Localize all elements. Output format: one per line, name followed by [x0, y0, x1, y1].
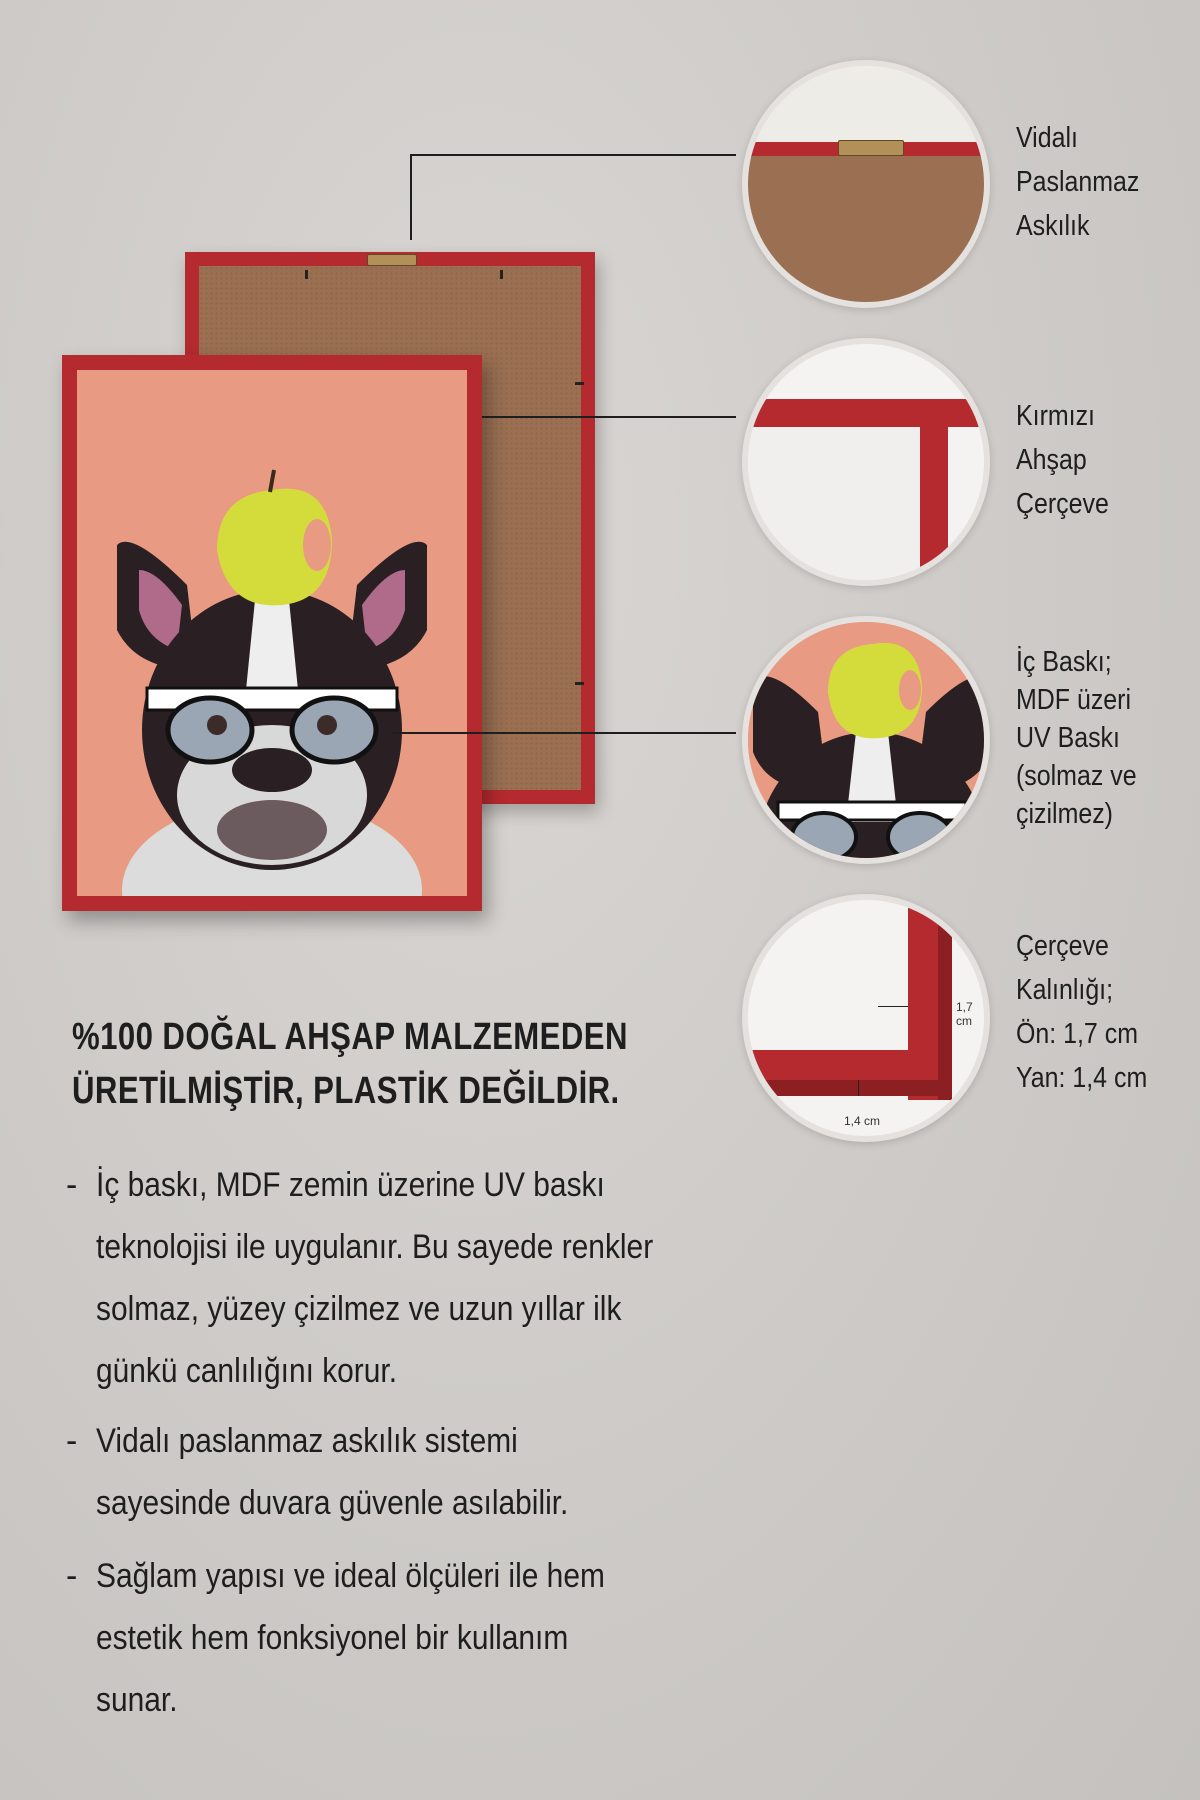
callout-line-print — [392, 732, 736, 734]
callout-label-hanger: Vidalı Paslanmaz Askılık — [1016, 122, 1140, 242]
frame-corner-circle — [742, 338, 990, 586]
front-thickness-measure: 1,7 cm — [956, 1000, 973, 1028]
dimension-line-front — [878, 1006, 908, 1007]
callout-label-frame: Kırmızı Ahşap Çerçeve — [1016, 400, 1109, 520]
bullet-text: İç baskı, MDF zemin üzerine UV baskı teknolojisi ile uygulanır. Bu sayede renkler solmaz, yüzey çizilmez ve uzun yıllar ilk günkü canlılığını korur. — [96, 1166, 654, 1390]
side-thickness-measure: 1,4 cm — [844, 1114, 881, 1128]
retaining-tab — [575, 382, 584, 385]
bullet-text: Sağlam yapısı ve ideal ölçüleri ile hem estetik hem fonksiyonel bir kullanım sunar. — [96, 1557, 605, 1719]
callout-line-frame — [482, 416, 736, 418]
bullet-marker: - — [66, 1557, 78, 1595]
bullet-marker: - — [66, 1422, 78, 1460]
bullet-marker: - — [66, 1166, 78, 1204]
bulldog-closeup — [748, 622, 990, 864]
thickness-detail-circle — [742, 894, 990, 1142]
callout-line-hanger — [410, 154, 412, 240]
retaining-tab — [305, 270, 308, 279]
hanger-icon — [838, 140, 904, 156]
retaining-tab — [575, 682, 584, 685]
frame-front-view — [62, 355, 482, 911]
print-detail-circle — [742, 616, 990, 864]
material-heading: %100 DOĞAL AHŞAP MALZEMEDEN ÜRETİLMİŞTİR, PLASTİK DEĞİLDİR. — [72, 1016, 628, 1112]
retaining-tab — [500, 270, 503, 279]
dog-artwork — [77, 370, 467, 896]
bulldog-illustration — [77, 370, 467, 896]
bullet-text: Vidalı paslanmaz askılık sistemi sayesinde duvara güvenle asılabilir. — [96, 1422, 569, 1522]
dimension-line-side — [858, 1080, 859, 1096]
sawtooth-hanger — [367, 254, 417, 266]
callout-line-hanger — [410, 154, 736, 156]
hanger-detail-circle — [742, 60, 990, 308]
callout-label-print: İç Baskı; MDF üzeri UV Baskı (solmaz ve çizilmez) — [1016, 646, 1137, 830]
callout-label-thickness: Çerçeve Kalınlığı; Ön: 1,7 cm Yan: 1,4 cm — [1016, 930, 1148, 1094]
